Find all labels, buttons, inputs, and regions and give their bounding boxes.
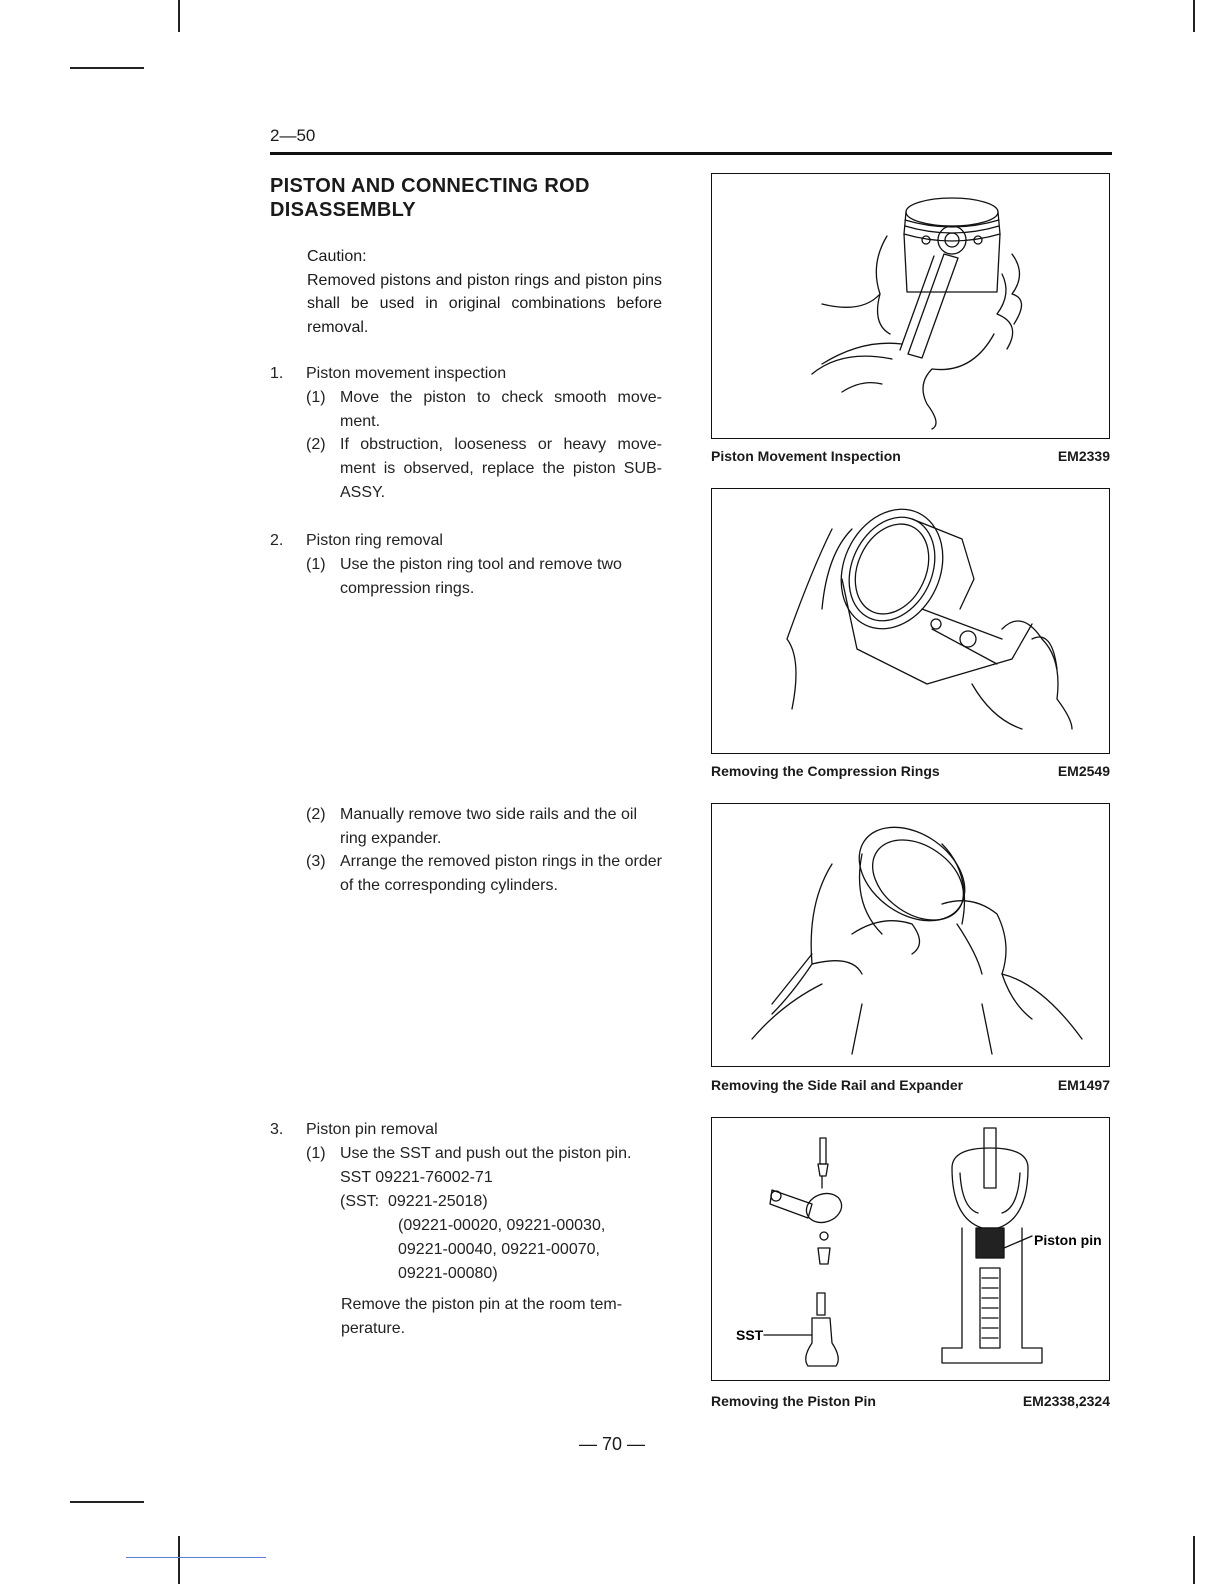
figure-code: EM2339 xyxy=(1057,448,1110,464)
sub-number: (1) xyxy=(306,1145,326,1162)
crop-mark-top-right xyxy=(1193,0,1195,32)
figure-code: EM1497 xyxy=(1057,1077,1110,1093)
figure-side-rail xyxy=(711,803,1110,1067)
step-2-number: 2. xyxy=(270,532,284,549)
sst-line-4: 09221-00040, 09221-00070, xyxy=(398,1241,600,1258)
caution-text: Removed pistons and piston rings and piston pins shall be used in original combinations before removal. xyxy=(307,271,662,336)
compression-rings-illustration xyxy=(712,489,1108,752)
header-rule xyxy=(270,152,1112,155)
caption-piston-pin xyxy=(711,1393,1110,1409)
sub-number: (2) xyxy=(306,436,326,453)
figure-piston-pin xyxy=(711,1117,1110,1381)
sub-text: If obstruction, looseness or heavy move-ment is observed, replace the piston SUB-ASSY. xyxy=(340,436,662,501)
sub-text: Use the piston ring tool and remove two compression rings. xyxy=(340,556,622,597)
step-1-number: 1. xyxy=(270,365,284,382)
figure-compression-rings xyxy=(711,488,1110,754)
sst-line-1: SST 09221-76002-71 xyxy=(340,1169,493,1186)
caption-text: Removing the Compression Rings xyxy=(711,763,940,779)
caption-text: Piston Movement Inspection xyxy=(711,448,901,464)
piston-pin-illustration xyxy=(712,1118,1108,1379)
step-1-title: Piston movement inspection xyxy=(306,365,507,382)
step-2-continued xyxy=(270,803,662,903)
step-3 xyxy=(270,1118,665,1348)
figure-piston-movement xyxy=(711,173,1110,439)
sub-number: (2) xyxy=(306,806,326,823)
sub-text: Move the piston to check smooth move-ment. xyxy=(340,389,662,430)
sst-line-3: (09221-00020, 09221-00030, xyxy=(398,1217,606,1234)
figure-code: EM2549 xyxy=(1057,763,1110,779)
caption-compression-rings xyxy=(711,763,1110,779)
sub-text: Use the SST and push out the piston pin. xyxy=(340,1145,632,1162)
sub-text: Arrange the removed piston rings in the order of the corresponding cylinders. xyxy=(340,853,662,894)
footer-page-number: — 70 — xyxy=(578,1434,646,1454)
step-3-number: 3. xyxy=(270,1121,284,1138)
crop-mark-left-upper xyxy=(70,67,144,69)
caution-label: Caution: xyxy=(307,248,367,265)
sst-line-5: 09221-00080) xyxy=(398,1265,498,1282)
label-piston-pin: Piston pin xyxy=(1034,1232,1102,1248)
sst-line-2: (SST: 09221-25018) xyxy=(340,1193,488,1210)
crop-mark-bottom-right xyxy=(1193,1536,1195,1584)
crop-mark-left-lower xyxy=(70,1501,144,1503)
crop-mark-bottom-left xyxy=(178,1536,180,1584)
crop-mark-top-left xyxy=(178,0,180,32)
caption-side-rail xyxy=(711,1077,1110,1093)
title-line-2: DISASSEMBLY xyxy=(270,199,416,221)
caution-block xyxy=(307,245,662,339)
sub-text: Manually remove two side rails and the oil ring expander. xyxy=(340,806,638,847)
sub-number: (3) xyxy=(306,853,326,870)
sub-number: (1) xyxy=(306,556,326,573)
caption-piston-movement xyxy=(711,448,1110,464)
sub-number: (1) xyxy=(306,389,326,406)
step-2 xyxy=(270,529,662,609)
step-2-title: Piston ring removal xyxy=(306,532,443,549)
step-3-note: Remove the piston pin at the room tem-perature. xyxy=(341,1296,623,1337)
crop-mark-bottom-blue xyxy=(126,1557,266,1558)
piston-movement-illustration xyxy=(712,174,1108,437)
page-title xyxy=(270,174,670,222)
figure-code: EM2338,2324 xyxy=(1022,1393,1110,1409)
step-3-title: Piston pin removal xyxy=(306,1121,438,1138)
side-rail-illustration xyxy=(712,804,1108,1065)
step-1 xyxy=(270,362,662,512)
section-page-number: 2—50 xyxy=(270,126,316,145)
caption-text: Removing the Piston Pin xyxy=(711,1393,876,1409)
caption-text: Removing the Side Rail and Expander xyxy=(711,1077,964,1093)
label-sst: SST xyxy=(736,1327,764,1343)
title-line-1: PISTON AND CONNECTING ROD xyxy=(270,175,590,197)
